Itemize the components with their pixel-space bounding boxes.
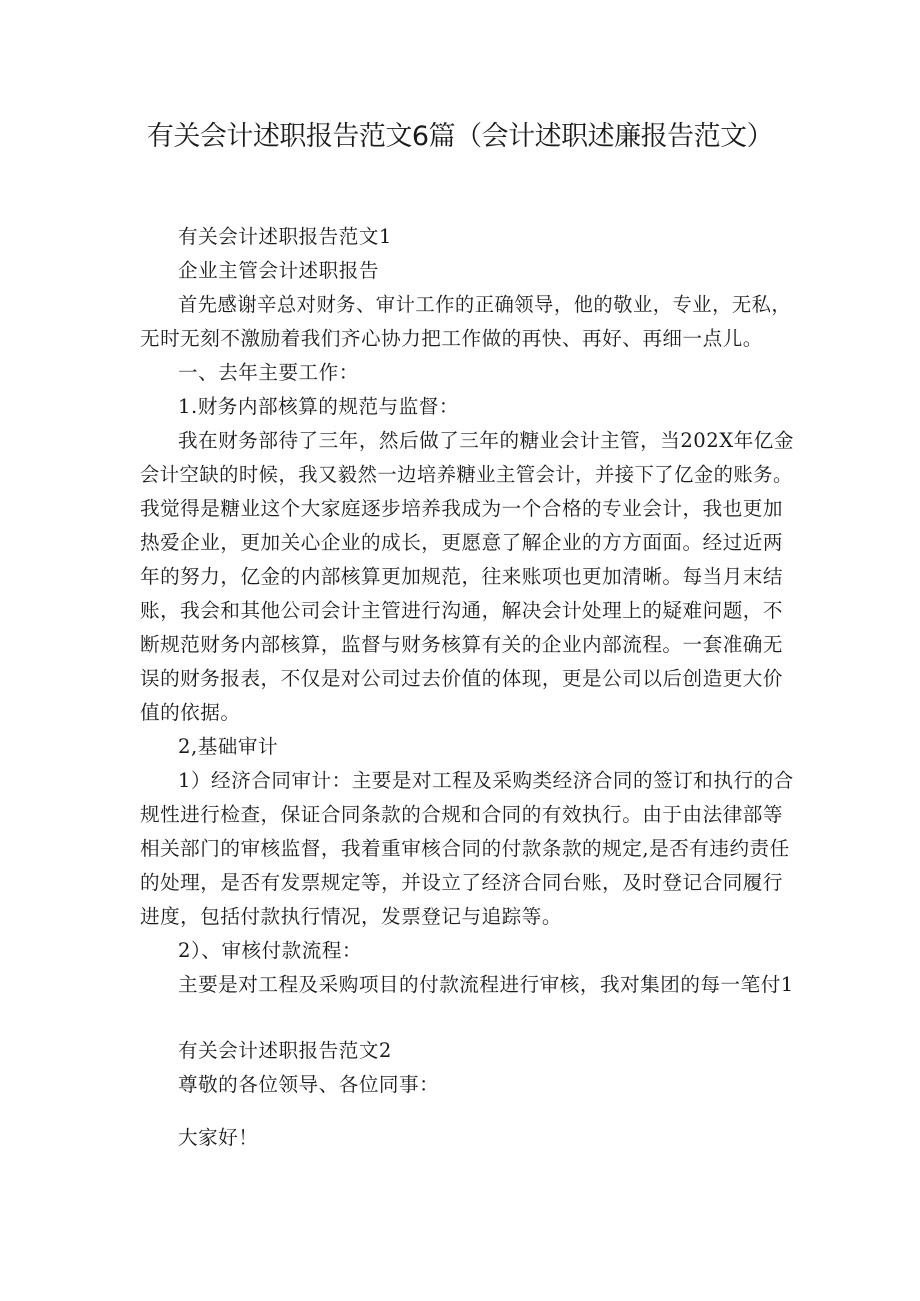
paragraph-line: 热爱企业，更加关心企业的成长，更愿意了解企业的方方面面。经过近两 <box>140 531 783 554</box>
paragraph-line: 我觉得是糖业这个大家庭逐步培养我成为一个合格的专业会计，我也更加 <box>140 497 783 520</box>
paragraph-line: 误的财务报表，不仅是对公司过去价值的体现，更是公司以后创造更大价 <box>140 667 783 690</box>
salutation: 尊敬的各位领导、各位同事： <box>178 1073 440 1096</box>
paragraph-line: 的处理，是否有发票规定等，并设立了经济合同台账，及时登记合同履行 <box>140 871 783 894</box>
paragraph-line: 值的依据。 <box>140 701 241 724</box>
outline-subheading: 1.财务内部核算的规范与监督： <box>178 395 459 418</box>
greeting: 大家好！ <box>178 1126 259 1149</box>
paragraph-line: 无时无刻不激励着我们齐心协力把工作做的再快、再好、再细一点儿。 <box>140 327 763 350</box>
paragraph-line: 会计空缺的时候，我又毅然一边培养糖业主管会计，并接下了亿金的账务。 <box>140 463 793 486</box>
paragraph-line: 进度，包括付款执行情况，发票登记与追踪等。 <box>140 905 562 928</box>
paragraph-line: 相关部门的审核监督，我着重审核合同的付款条款的规定,是否有违约责任 <box>140 837 790 860</box>
paragraph-line: 账，我会和其他公司会计主管进行沟通，解决会计处理上的疑难问题，不 <box>140 599 783 622</box>
section-heading-2: 有关会计述职报告范文2 <box>178 1039 392 1062</box>
section-heading-1: 有关会计述职报告范文1 <box>178 225 392 248</box>
outline-subheading: 2）、审核付款流程： <box>178 939 363 962</box>
paragraph-line: 主要是对工程及采购项目的付款流程进行审核，我对集团的每一笔付1 <box>178 973 794 996</box>
document-title: 有关会计述职报告范文6篇（会计述职述廉报告范文） <box>146 121 774 152</box>
report-subtitle: 企业主管会计述职报告 <box>178 259 379 282</box>
outline-subheading: 2,基础审计 <box>178 735 279 758</box>
paragraph-line: 年的努力，亿金的内部核算更加规范，往来账项也更加清晰。每当月末结 <box>140 565 783 588</box>
outline-heading: 一、去年主要工作： <box>178 361 359 384</box>
paragraph-line: 首先感谢辛总对财务、审计工作的正确领导，他的敬业，专业，无私， <box>178 293 792 316</box>
paragraph-line: 断规范财务内部核算，监督与财务核算有关的企业内部流程。一套准确无 <box>140 633 783 656</box>
paragraph-line: 1）经济合同审计：主要是对工程及采购类经济合同的签订和执行的合 <box>178 769 794 792</box>
paragraph-line: 我在财务部待了三年，然后做了三年的糖业会计主管，当202X年亿金 <box>178 429 794 452</box>
paragraph-line: 规性进行检查，保证合同条款的合规和合同的有效执行。由于由法律部等 <box>140 803 783 826</box>
